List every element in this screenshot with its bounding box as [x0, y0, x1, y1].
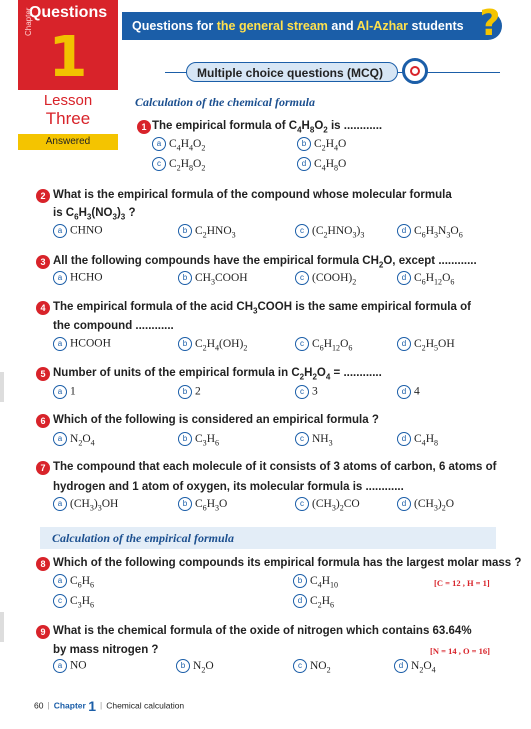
footer-title: Chemical calculation — [106, 700, 185, 711]
option-text: $(CH_3)_3OH$ — [70, 497, 119, 512]
question-text: The compound that each molecule of it consists of 3 atoms of carbon, 6 atoms of — [53, 461, 497, 473]
option-text: $C_2H_4O$ — [314, 137, 347, 152]
question-mark-icon: ? — [479, 3, 501, 44]
option-letter: c — [53, 594, 67, 608]
option-text: $C_4H_4O_2$ — [169, 137, 206, 152]
option-text: $CH_3COOH$ — [195, 271, 248, 286]
option-text: $N_2O$ — [193, 659, 214, 674]
option-text: $C_2H_8O_2$ — [169, 157, 206, 172]
option-text: $(CH_3)_2O$ — [414, 497, 455, 512]
answer-option-b[interactable] — [293, 574, 338, 589]
option-text: HCHO — [70, 271, 103, 284]
option-text: CHNO — [70, 224, 103, 237]
option-text: 4 — [414, 385, 420, 398]
option-text: $C_6H_3N_3O_6$ — [414, 224, 463, 239]
lesson-label: Lesson — [43, 92, 93, 109]
question-text: The empirical formula of the acid $CH_3COOH$ is the same empirical formula of — [53, 301, 471, 316]
option-letter: c — [295, 497, 309, 511]
option-text: 2 — [195, 385, 201, 398]
answer-option-d[interactable] — [297, 157, 346, 172]
option-letter: b — [178, 432, 192, 446]
questions-label: Questions — [18, 0, 118, 26]
question-number-7: 7 — [36, 461, 50, 475]
option-letter: a — [53, 337, 67, 351]
question-text: hydrogen and 1 atom of oxygen, its molecular formula is ............ — [53, 481, 404, 493]
question-number-6: 6 — [36, 414, 50, 428]
answer-option-c[interactable] — [295, 271, 356, 286]
answer-option-c[interactable] — [295, 337, 352, 352]
option-text: $NH_3$ — [312, 432, 333, 447]
answer-option-c[interactable] — [295, 432, 333, 447]
header-mid: and — [327, 19, 357, 33]
option-letter: b — [293, 574, 307, 588]
option-letter: b — [178, 224, 192, 238]
header-highlight2: Al-Azhar — [356, 19, 409, 33]
option-letter: d — [293, 594, 307, 608]
answer-option-d[interactable] — [394, 659, 436, 674]
option-letter: c — [295, 224, 309, 238]
option-text: $(COOH)_2$ — [312, 271, 357, 286]
answer-option-a[interactable] — [53, 574, 94, 589]
option-letter: c — [295, 432, 309, 446]
option-letter: b — [178, 497, 192, 511]
option-letter: b — [178, 385, 192, 399]
option-text: $C_2H_5OH$ — [414, 337, 455, 352]
option-text: $C_6H_3O$ — [195, 497, 228, 512]
option-letter: d — [397, 432, 411, 446]
question-text: What is the empirical formula of the compound whose molecular formula — [53, 189, 452, 201]
page-footer: 60 | Chapter 1 | Chemical calculation — [34, 698, 185, 714]
option-text: $C_2H_6$ — [310, 594, 335, 609]
option-text: $C_4H_8O$ — [314, 157, 347, 172]
question-text: The empirical formula of $C_4H_8O_2$ is ............ — [152, 120, 383, 135]
answer-option-d[interactable] — [397, 497, 454, 512]
answer-option-d[interactable] — [293, 594, 334, 609]
option-text: 3 — [312, 385, 318, 398]
answer-option-b[interactable] — [178, 385, 201, 399]
option-letter: c — [152, 157, 166, 171]
option-text: 1 — [70, 385, 76, 398]
question-text: is $C_6H_3(NO_3)_3$ ? — [53, 207, 136, 222]
question-text: Number of units of the empirical formula in $C_2H_2O_4$ = ............ — [53, 367, 382, 382]
question-text: What is the chemical formula of the oxide of nitrogen which contains 63.64% — [53, 625, 472, 637]
answer-option-a[interactable] — [53, 337, 111, 351]
answer-option-a[interactable] — [53, 432, 95, 447]
option-letter: c — [295, 385, 309, 399]
option-text: $C_2H_4(OH)_2$ — [195, 337, 248, 352]
option-letter: c — [295, 337, 309, 351]
answer-option-a[interactable] — [53, 659, 87, 673]
option-text: NO — [70, 659, 87, 672]
section-title-empirical-formula: Calculation of the empirical formula — [52, 531, 235, 545]
question-text: All the following compounds have the empirical formula $CH_2O$, except ............ — [53, 255, 477, 270]
option-text: $C_4H_8$ — [414, 432, 439, 447]
answer-option-d[interactable] — [397, 224, 463, 239]
option-letter: b — [297, 137, 311, 151]
option-letter: a — [53, 659, 67, 673]
question-text: the compound ............ — [53, 320, 174, 332]
footer-chapter-number: 1 — [88, 698, 96, 714]
page-number: 60 — [34, 700, 44, 711]
lesson-name: Three — [45, 109, 91, 128]
answer-option-a[interactable] — [53, 271, 103, 285]
option-text: $C_6H_6$ — [70, 574, 95, 589]
header-highlight: the general stream — [216, 19, 328, 33]
question-number-4: 4 — [36, 301, 50, 315]
answer-option-b[interactable] — [176, 659, 214, 674]
question-text: by mass nitrogen ? — [53, 644, 159, 656]
option-letter: d — [397, 385, 411, 399]
answer-option-b[interactable] — [178, 497, 227, 512]
header-pre: Questions for — [132, 19, 217, 33]
option-letter: d — [397, 497, 411, 511]
question-number-9: 9 — [36, 625, 50, 639]
option-letter: c — [295, 271, 309, 285]
option-text: $NO_2$ — [310, 659, 331, 674]
header-post: students — [408, 19, 464, 33]
option-letter: a — [53, 497, 67, 511]
answer-option-a[interactable] — [152, 137, 205, 152]
option-text: $C_2HNO_3$ — [195, 224, 236, 239]
option-text: HCOOH — [70, 337, 111, 350]
mcq-title: Multiple choice questions (MCQ) — [186, 62, 398, 82]
option-letter: d — [394, 659, 408, 673]
option-letter: a — [53, 574, 67, 588]
footer-chapter: Chapter — [53, 700, 86, 711]
answer-option-a[interactable] — [53, 224, 103, 238]
answer-option-d[interactable] — [397, 337, 455, 352]
answer-option-b[interactable] — [178, 432, 219, 447]
answer-option-b[interactable] — [178, 337, 247, 352]
option-text: $(C_2HNO_3)_3$ — [312, 224, 365, 239]
question-text: Which of the following compounds its empirical formula has the largest molar mass ? — [53, 557, 522, 569]
option-letter: d — [397, 224, 411, 238]
page-header — [122, 12, 502, 40]
option-letter: b — [178, 271, 192, 285]
atomic-mass-note: [N = 14 , O = 16] — [430, 646, 490, 656]
option-letter: a — [53, 385, 67, 399]
option-text: $N_2O_4$ — [411, 659, 436, 674]
option-text: $N_2O_4$ — [70, 432, 95, 447]
question-number-1: 1 — [137, 120, 151, 134]
option-letter: a — [152, 137, 166, 151]
question-number-5: 5 — [36, 367, 50, 381]
margin-mark — [0, 612, 4, 642]
option-text: $C_6H_{12}O_6$ — [312, 337, 353, 352]
answer-option-c[interactable] — [53, 594, 94, 609]
answer-option-b[interactable] — [297, 137, 346, 152]
answer-option-c[interactable] — [295, 385, 318, 399]
chapter-sidebar — [18, 0, 118, 160]
option-letter: d — [297, 157, 311, 171]
answer-option-d[interactable] — [397, 385, 420, 399]
answer-option-c[interactable] — [295, 497, 360, 512]
answer-option-c[interactable] — [152, 157, 205, 172]
section-title-chemical-formula: Calculation of the chemical formula — [135, 95, 316, 109]
answer-option-d[interactable] — [397, 271, 454, 286]
answer-option-c[interactable] — [293, 659, 331, 674]
option-letter: d — [397, 271, 411, 285]
option-letter: a — [53, 271, 67, 285]
chapter-number: 1 — [48, 25, 88, 90]
chapter-label: Chapter — [24, 7, 33, 36]
answered-badge: Answered — [18, 134, 118, 150]
option-letter: c — [293, 659, 307, 673]
option-text: $C_3H_6$ — [70, 594, 95, 609]
answer-option-a[interactable] — [53, 385, 76, 399]
question-number-2: 2 — [36, 189, 50, 203]
option-text: $(CH_3)_2CO$ — [312, 497, 360, 512]
option-letter: a — [53, 224, 67, 238]
option-letter: b — [176, 659, 190, 673]
option-letter: d — [397, 337, 411, 351]
atomic-mass-note: [C = 12 , H = 1] — [434, 578, 490, 588]
option-letter: a — [53, 432, 67, 446]
answer-option-b[interactable] — [178, 271, 248, 286]
answer-option-b[interactable] — [178, 224, 236, 239]
option-text: $C_6H_{12}O_6$ — [414, 271, 455, 286]
question-text: Which of the following is considered an empirical formula ? — [53, 414, 379, 426]
answer-option-d[interactable] — [397, 432, 438, 447]
question-number-8: 8 — [36, 557, 50, 571]
question-number-3: 3 — [36, 255, 50, 269]
target-icon — [402, 58, 428, 84]
option-text: $C_3H_6$ — [195, 432, 220, 447]
option-text: $C_4H_{10}$ — [310, 574, 339, 589]
answer-option-a[interactable] — [53, 497, 118, 512]
option-letter: b — [178, 337, 192, 351]
margin-mark — [0, 372, 4, 402]
answer-option-c[interactable] — [295, 224, 364, 239]
